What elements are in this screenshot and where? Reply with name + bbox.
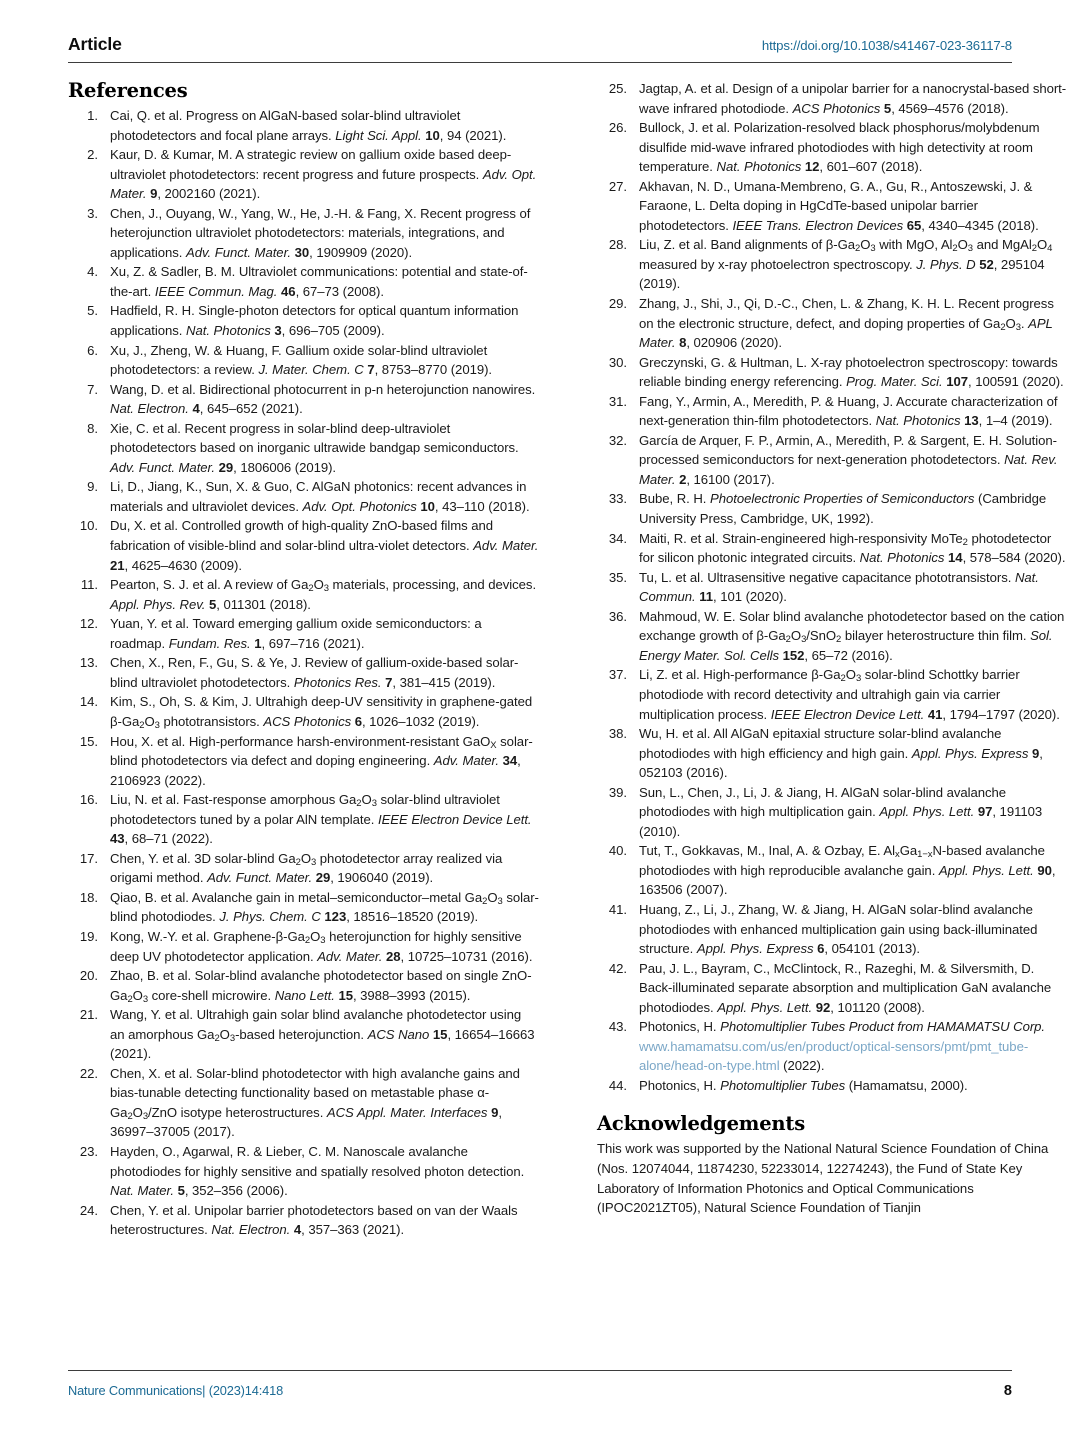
reference-text: Wang, Y. et al. Ultrahigh gain solar blind avalanche photodetector using an amorphous $Ga_2O_3$-based heterojunction. ACS Nano 15, 16654–16663 (2021). bbox=[110, 1007, 535, 1062]
reference-text: Huang, Z., Li, J., Zhang, W. & Jiang, H. AlGaN solar-blind avalanche photodiodes with enhanced multiplication gain using back-illuminated structure. Appl. Phys. Express 6, 054101 (2013). bbox=[639, 901, 1038, 957]
reference-item bbox=[68, 1142, 539, 1201]
reference-number: 43. bbox=[608, 1019, 627, 1035]
article-label: Article bbox=[68, 34, 122, 54]
reference-text: Bullock, J. et al. Polarization-resolved black phosphorus/molybdenum disulfide mid-wave infrared photodiodes with high detectivity at room temperature. Nat. Photonics 12, 601–607 (2018). bbox=[639, 120, 1040, 175]
reference-item bbox=[597, 79, 1068, 118]
reference-text: Hayden, O., Agarwal, R. & Lieber, C. M. Nanoscale avalanche photodiodes for highly sensitive and spatially resolved photon detection. Nat. Mater. 5, 352–356 (2006). bbox=[110, 1143, 525, 1199]
reference-text: Pearton, S. J. et al. A review of $Ga_2O_3$ materials, processing, and devices. Appl. Phys. Rev. 5, 011301 (2018). bbox=[110, 577, 537, 612]
reference-text: Fang, Y., Armin, A., Meredith, P. & Huang, J. Accurate characterization of next-generation thin-film photodetectors. Nat. Photonics 13, 1–4 (2019). bbox=[639, 393, 1058, 429]
reference-item bbox=[68, 106, 539, 145]
reference-text: Mahmoud, W. E. Solar blind avalanche photodetector based on the cation exchange growth of $\beta-Ga_2O_3/SnO_2$ bilayer heterostructure thin film. Sol. Energy Mater. Sol. Cells 152, 65–72 (2016). bbox=[639, 608, 1065, 663]
reference-item bbox=[597, 724, 1068, 783]
reference-number: 29. bbox=[608, 296, 627, 312]
reference-item bbox=[68, 419, 539, 478]
reference-number: 4. bbox=[87, 264, 98, 280]
reference-number: 38. bbox=[608, 726, 627, 742]
reference-item bbox=[68, 790, 539, 849]
reference-text: Xu, Z. & Sadler, B. M. Ultraviolet communications: potential and state-of-the-art. IEEE Commun. Mag. 46, 67–73 (2008). bbox=[110, 264, 528, 299]
reference-item bbox=[597, 177, 1068, 236]
reference-text: Hadfield, R. H. Single-photon detectors for optical quantum information applications. Nat. Photonics 3, 696–705 (2009). bbox=[110, 303, 519, 339]
reference-number: 6. bbox=[87, 342, 98, 358]
reference-number: 22. bbox=[79, 1065, 98, 1081]
reference-number: 24. bbox=[79, 1202, 98, 1218]
reference-item bbox=[68, 380, 539, 419]
reference-text: Akhavan, N. D., Umana-Membreno, G. A., Gu, R., Antoszewski, J. & Faraone, L. Delta doping in HgCdTe-based unipolar barrier photodetectors. IEEE Trans. Electron Devices 65, 4340–4345 (2018). bbox=[639, 178, 1039, 233]
reference-number: 20. bbox=[79, 968, 98, 984]
reference-number: 25. bbox=[608, 81, 627, 96]
reference-item bbox=[68, 341, 539, 380]
reference-number: 11. bbox=[80, 577, 98, 593]
reference-item bbox=[68, 516, 539, 575]
reference-list-right bbox=[597, 79, 1068, 1095]
reference-item bbox=[68, 1064, 539, 1142]
reference-text: Cai, Q. et al. Progress on AlGaN-based solar-blind ultraviolet photodetectors and focal plane arrays. Light Sci. Appl. 10, 94 (2021). bbox=[110, 108, 507, 143]
reference-number: 39. bbox=[608, 784, 627, 800]
reference-item bbox=[68, 145, 539, 204]
reference-item bbox=[68, 204, 539, 263]
reference-text: Qiao, B. et al. Avalanche gain in metal–semiconductor–metal $Ga_2O_3$ solar-blind photodiodes. J. Phys. Chem. C 123, 18516–18520 (2019). bbox=[110, 889, 539, 925]
reference-text: Kaur, D. & Kumar, M. A strategic review on gallium oxide based deep-ultraviolet photodetectors: recent progress and future prospects. Adv. Opt. Mater. 9, 2002160 (2021). bbox=[110, 147, 537, 202]
left-column bbox=[68, 79, 539, 1240]
reference-number: 26. bbox=[608, 120, 627, 136]
reference-number: 15. bbox=[79, 733, 98, 749]
reference-number: 9. bbox=[87, 479, 98, 495]
reference-item bbox=[68, 1201, 539, 1240]
reference-item bbox=[597, 118, 1068, 177]
reference-text: Sun, L., Chen, J., Li, J. & Jiang, H. AlGaN solar-blind avalanche photodiodes with high multiplication gain. Appl. Phys. Lett. 97, 191103 (2010). bbox=[639, 784, 1043, 839]
reference-item bbox=[597, 607, 1068, 666]
reference-number: 16. bbox=[79, 792, 98, 808]
reference-number: 19. bbox=[79, 928, 98, 944]
right-column bbox=[597, 79, 1068, 1218]
reference-number: 32. bbox=[608, 432, 627, 448]
reference-number: 10. bbox=[79, 518, 98, 534]
reference-text: Chen, Y. et al. Unipolar barrier photodetectors based on van der Waals heterostructures. Nat. Electron. 4, 357–363 (2021). bbox=[110, 1202, 518, 1238]
reference-text: Xu, J., Zheng, W. & Huang, F. Gallium oxide solar-blind ultraviolet photodetectors: a review. J. Mater. Chem. C 7, 8753–8770 (2019). bbox=[110, 342, 493, 378]
reference-text: Du, X. et al. Controlled growth of high-quality ZnO-based films and fabrication of visible-blind and solar-blind ultra-violet detectors. Adv. Mater. 21, 4625–4630 (2009). bbox=[110, 518, 539, 573]
reference-number: 27. bbox=[608, 178, 627, 194]
reference-text: Kong, W.-Y. et al. Graphene-$\beta-Ga_2O_3$ heterojunction for highly sensitive deep UV photodetector application. Adv. Mater. 28, 10725–10731 (2016). bbox=[110, 928, 533, 964]
reference-item bbox=[68, 927, 539, 966]
acknowledgements-heading: Acknowledgements bbox=[597, 1112, 805, 1136]
reference-number: 18. bbox=[79, 889, 98, 905]
reference-number: 35. bbox=[608, 569, 627, 585]
reference-item bbox=[68, 575, 539, 614]
reference-text: Jagtap, A. et al. Design of a unipolar barrier for a nanocrystal-based short-wave infrared photodiode. ACS Photonics 5, 4569–4576 (2018). bbox=[639, 81, 1067, 116]
reference-item bbox=[68, 262, 539, 301]
reference-number: 31. bbox=[608, 393, 627, 409]
reference-text: Photonics, H. Photomultiplier Tubes (Hamamatsu, 2000). bbox=[639, 1077, 968, 1093]
header-divider bbox=[68, 62, 1012, 63]
doi-link[interactable]: https://doi.org/10.1038/s41467-023-36117-8 bbox=[761, 38, 1012, 53]
reference-item bbox=[597, 431, 1068, 490]
reference-item bbox=[597, 235, 1068, 294]
reference-number: 44. bbox=[608, 1077, 627, 1093]
running-head bbox=[68, 0, 1012, 62]
reference-number: 17. bbox=[79, 850, 98, 866]
reference-text: Bube, R. H. Photoelectronic Properties of Semiconductors (Cambridge University Press, Cambridge, UK, 1992). bbox=[639, 491, 1047, 527]
reference-item bbox=[597, 392, 1068, 431]
acknowledgements-text: This work was supported by the National Natural Science Foundation of China (Nos. 12074044, 11874230, 52233014, 12274243), the Fund of State Key Laboratory of Information Photonics and Optical Communications (IPOC2021ZT05), Natural Science Foundation of Tianjin bbox=[597, 1141, 1049, 1216]
page-number: 8 bbox=[1003, 1383, 1012, 1399]
reference-number: 28. bbox=[608, 237, 627, 253]
reference-number: 33. bbox=[608, 491, 627, 507]
references-heading: References bbox=[68, 79, 188, 102]
reference-text: Yuan, Y. et al. Toward emerging gallium oxide semiconductors: a roadmap. Fundam. Res. 1, 697–716 (2021). bbox=[110, 616, 482, 651]
reference-item bbox=[68, 477, 539, 516]
reference-text: Zhao, B. et al. Solar-blind avalanche photodetector based on single ZnO-$Ga_2O_3$ core-shell microwire. Nano Lett. 15, 3988–3993 (2015). bbox=[110, 968, 532, 1005]
reference-item bbox=[597, 841, 1068, 900]
reference-text: Tut, T., Gokkavas, M., Inal, A. & Ozbay, E. $Al_xGa_{1-x}N$-based avalanche photodiodes with high reproducible avalanche gain. Appl. Phys. Lett. 90, 163506 (2007). bbox=[639, 843, 1056, 898]
journal-name[interactable]: Nature Communications bbox=[68, 1383, 203, 1398]
reference-text: Photonics, H. Photomultiplier Tubes Product from HAMAMATSU Corp. www.hamamatsu.com/us/en/product/optical-sensors/pmt/pmt_tube-alone/head-on-type.html (2022). bbox=[639, 1019, 1046, 1074]
footer-divider bbox=[68, 1370, 1012, 1371]
reference-text: Liu, Z. et al. Band alignments of $\beta-Ga_2O_3$ with MgO, $Al_2O_3$ and $MgAl_2O_4$ measured by x-ray photoelectron spectroscopy. J. Phys. D 52, 295104 (2019). bbox=[639, 237, 1053, 292]
footer-citation bbox=[68, 1383, 283, 1398]
reference-number: 40. bbox=[608, 843, 627, 859]
reference-item bbox=[597, 783, 1068, 842]
reference-number: 21. bbox=[79, 1007, 98, 1023]
reference-item bbox=[597, 529, 1068, 568]
reference-item bbox=[68, 301, 539, 340]
reference-text: García de Arquer, F. P., Armin, A., Meredith, P. & Sargent, E. H. Solution-processed semiconductors for next-generation photodetectors. Nat. Rev. Mater. 2, 16100 (2017). bbox=[639, 432, 1058, 487]
reference-number: 8. bbox=[87, 420, 98, 436]
reference-number: 34. bbox=[608, 530, 627, 546]
reference-item bbox=[597, 489, 1068, 528]
reference-number: 3. bbox=[87, 205, 98, 221]
reference-number: 36. bbox=[608, 608, 627, 624]
hamamatsu-url-link[interactable]: www.hamamatsu.com/us/en/product/optical-sensors/pmt/pmt_tube-alone/head-on-type.html bbox=[639, 1038, 1029, 1074]
reference-text: Maiti, R. et al. Strain-engineered high-responsivity MoTe$_2$ photodetector for silicon photonic integrated circuits. Nat. Photonics 14, 578–584 (2020). bbox=[639, 530, 1066, 566]
reference-text: Pau, J. L., Bayram, C., McClintock, R., Razeghi, M. & Silversmith, D. Back-illuminated separate absorption and multiplication GaN avalanche photodiodes. Appl. Phys. Lett. 92, 101120 (2008). bbox=[639, 960, 1052, 1015]
reference-item bbox=[597, 353, 1068, 392]
reference-item bbox=[597, 1017, 1068, 1076]
reference-item bbox=[68, 692, 539, 731]
reference-number: 5. bbox=[87, 303, 98, 319]
reference-text: Li, D., Jiang, K., Sun, X. & Guo, C. AlGaN photonics: recent advances in materials and ultraviolet devices. Adv. Opt. Photonics 10, 43–110 (2018). bbox=[110, 479, 530, 514]
reference-number: 23. bbox=[79, 1143, 98, 1159]
reference-item bbox=[68, 1005, 539, 1064]
reference-number: 37. bbox=[608, 667, 627, 683]
reference-item bbox=[597, 1076, 1068, 1096]
reference-item bbox=[68, 888, 539, 927]
reference-number: 7. bbox=[87, 381, 98, 397]
reference-item bbox=[597, 665, 1068, 724]
page-footer bbox=[68, 1370, 1012, 1399]
reference-text: Kim, S., Oh, S. & Kim, J. Ultrahigh deep-UV sensitivity in graphene-gated $\beta-Ga_2O_3$ phototransistors. ACS Photonics 6, 1026–1032 (2019). bbox=[110, 694, 533, 732]
reference-text: Zhang, J., Shi, J., Qi, D.-C., Chen, L. & Zhang, K. H. L. Recent progress on the electronic structure, defect, and doping properties of $Ga_2O_3$. APL Mater. 8, 020906 (2020). bbox=[639, 296, 1054, 351]
reference-number: 30. bbox=[608, 354, 627, 370]
reference-item bbox=[68, 614, 539, 653]
reference-text: Liu, N. et al. Fast-response amorphous $Ga_2O_3$ solar-blind ultraviolet photodetectors tuned by a polar AlN template. IEEE Electron Device Lett. 43, 68–71 (2022). bbox=[110, 792, 532, 847]
reference-item bbox=[68, 849, 539, 888]
reference-item bbox=[68, 966, 539, 1005]
reference-text: Chen, Y. et al. 3D solar-blind $Ga_2O_3$ photodetector array realized via origami method. Adv. Funct. Mater. 29, 1906040 (2019). bbox=[110, 850, 503, 886]
reference-item bbox=[597, 294, 1068, 353]
reference-list-left bbox=[68, 106, 539, 1240]
reference-number: 42. bbox=[608, 960, 627, 976]
reference-text: Greczynski, G. & Hultman, L. X-ray photoelectron spectroscopy: towards reliable binding energy referencing. Prog. Mater. Sci. 107, 100591 (2020). bbox=[639, 354, 1064, 390]
reference-text: Chen, X., Ren, F., Gu, S. & Ye, J. Review of gallium-oxide-based solar-blind ultraviolet photodetectors. Photonics Res. 7, 381–415 (2019). bbox=[110, 655, 519, 690]
reference-number: 13. bbox=[79, 655, 98, 671]
reference-text: Xie, C. et al. Recent progress in solar-blind deep-ultraviolet photodetectors based on inorganic ultrawide bandgap semiconductors. Adv. Funct. Mater. 29, 1806006 (2019). bbox=[110, 420, 519, 475]
reference-text: Hou, X. et al. High-performance harsh-environment-resistant GaO$_X$ solar-blind photodetectors via defect and doping engineering. Adv. Mater. 34, 2106923 (2022). bbox=[110, 733, 533, 788]
reference-item bbox=[597, 568, 1068, 607]
reference-number: 12. bbox=[79, 616, 98, 632]
reference-text: Chen, X. et al. Solar-blind photodetector with high avalanche gains and bias-tunable detecting functionality based on metastable phase $\alpha-Ga_2O_3$/ZnO isotype heterostructures. ACS Appl. Mater. Interfaces 9, 36997–37005 (2017). bbox=[110, 1065, 520, 1140]
reference-text: Li, Z. et al. High-performance $\beta-Ga_2O_3$ solar-blind Schottky barrier photodiode with record detectivity and ultrahigh gain via carrier multiplication process. IEEE Electron Device Lett. 41, 1794–1797 (2020). bbox=[639, 667, 1060, 722]
reference-text: Chen, J., Ouyang, W., Yang, W., He, J.-H. & Fang, X. Recent progress of heterojunction ultraviolet photodetectors: materials, integrations, and applications. Adv. Funct. Mater. 30, 1909909 (2020). bbox=[110, 205, 531, 260]
reference-item bbox=[68, 732, 539, 791]
reference-text: Wang, D. et al. Bidirectional photocurrent in p-n heterojunction nanowires. Nat. Electron. 4, 645–652 (2021). bbox=[110, 381, 536, 417]
reference-item bbox=[68, 653, 539, 692]
reference-number: 14. bbox=[79, 694, 98, 710]
reference-number: 2. bbox=[87, 147, 98, 163]
reference-item bbox=[597, 900, 1068, 959]
two-column-body bbox=[68, 79, 1067, 1240]
reference-text: Tu, L. et al. Ultrasensitive negative capacitance phototransistors. Nat. Commun. 11, 101 (2020). bbox=[639, 569, 1039, 605]
reference-number: 1. bbox=[87, 108, 98, 123]
reference-text: Wu, H. et al. All AlGaN epitaxial structure solar-blind avalanche photodiodes with high efficiency and high gain. Appl. Phys. Express 9, 052103 (2016). bbox=[639, 726, 1043, 781]
reference-number: 41. bbox=[608, 901, 627, 917]
footer-volume-issue: | (2023)14:418 bbox=[202, 1383, 284, 1398]
reference-item bbox=[597, 959, 1068, 1018]
